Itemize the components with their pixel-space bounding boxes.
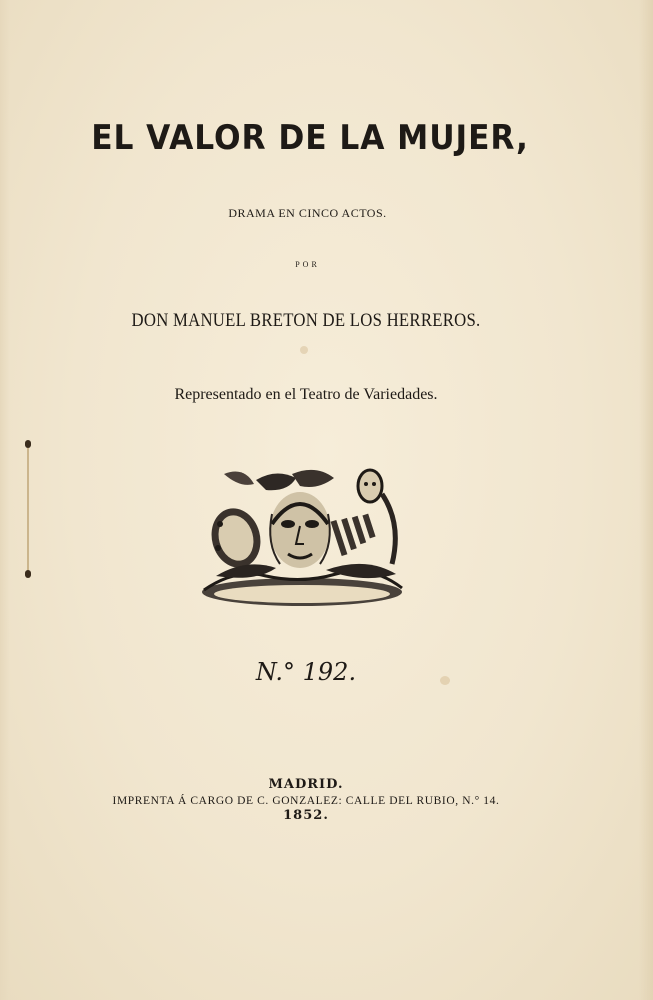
binding-stitch — [24, 440, 32, 580]
paper-spot — [300, 346, 308, 354]
book-title: EL VALOR DE LA MUJER, — [91, 118, 529, 158]
stitch-thread — [27, 448, 29, 574]
stitch-hole-top — [25, 440, 31, 448]
stitch-hole-bottom — [25, 570, 31, 578]
book-subtitle: DRAMA EN CINCO ACTOS. — [228, 206, 387, 220]
imprint-printer: IMPRENTA Á CARGO DE C. GONZALEZ: CALLE DEL RUBIO, N.° 14. — [112, 795, 500, 807]
imprint-year: 1852. — [283, 808, 329, 823]
performance-venue: Representado en el Teatro de Variedades. — [174, 386, 438, 403]
theatrical-mask-vignette-icon — [196, 464, 408, 610]
page-edge-left — [0, 0, 10, 1000]
by-line: POR — [295, 260, 320, 269]
author-name: DON MANUEL BRETON DE LOS HERREROS. — [131, 310, 481, 331]
imprint-city: MADRID. — [268, 777, 344, 792]
issue-number: N.° 192. — [255, 658, 357, 686]
page-edge-right — [639, 0, 653, 1000]
